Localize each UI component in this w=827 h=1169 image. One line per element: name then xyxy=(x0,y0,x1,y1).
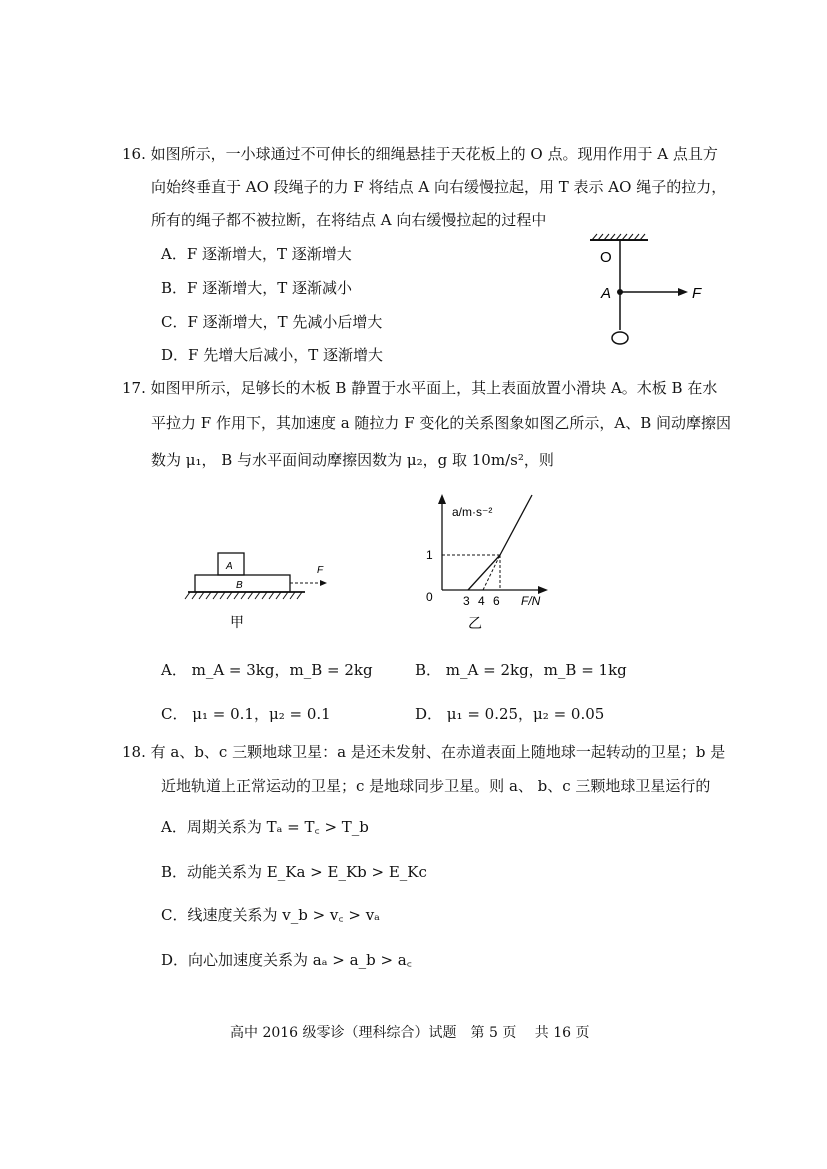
q16-option-b: B．F 逐渐增大，T 逐渐减小 xyxy=(161,279,352,297)
q17-option-d: D． μ₁ = 0.25，μ₂ = 0.05 xyxy=(415,705,605,723)
label-f: F xyxy=(692,285,702,302)
ball xyxy=(612,332,628,344)
q18-option-b: B．动能关系为 E_Ka > E_Kb > E_Kc xyxy=(161,863,427,881)
dashed-segment xyxy=(483,555,500,590)
q17-option-c: C． μ₁ = 0.1，μ₂ = 0.1 xyxy=(161,705,331,723)
yi-xlabel: F/N xyxy=(521,594,541,608)
q17-line-2: 平拉力 F 作用下，其加速度 a 随拉力 F 变化的关系图象如图乙所示，A、B 间动摩擦因 xyxy=(151,414,731,432)
yi-caption: 乙 xyxy=(468,615,482,631)
q18-option-a: A．周期关系为 Tₐ = T꜀ > T_b xyxy=(161,818,369,836)
q16-line-2: 向始终垂直于 AO 段绳子的力 F 将结点 A 向右缓慢拉起，用 T 表示 AO 绳子的拉力， xyxy=(151,178,727,196)
q17-line-3: 数为 μ₁， B 与水平面间动摩擦因数为 μ₂，g 取 10m/s²，则 xyxy=(151,451,554,469)
graph-segment-1 xyxy=(468,555,500,590)
q18-option-d: D．向心加速度关系为 aₐ > a_b > a꜀ xyxy=(161,951,412,969)
graph-segment-2 xyxy=(500,495,532,555)
q18-line-2: 近地轨道上正常运动的卫星；c 是地球同步卫星。则 a、 b、c 三颗地球卫星运行的 xyxy=(161,777,711,795)
jia-caption: 甲 xyxy=(230,614,244,630)
q16-option-c: C．F 逐渐增大，T 先减小后增大 xyxy=(161,313,383,331)
q16-option-a: A．F 逐渐增大，T 逐渐增大 xyxy=(161,245,352,263)
yi-ylabel: a/m·s⁻² xyxy=(452,505,493,519)
jia-label-a: A xyxy=(226,561,233,572)
q16-line-3: 所有的绳子都不被拉断，在将结点 A 向右缓慢拉起的过程中 xyxy=(151,211,547,229)
label-a: A xyxy=(601,285,612,302)
yi-origin: 0 xyxy=(426,590,433,604)
yi-ytick-1: 1 xyxy=(426,548,433,562)
pull-arrowhead xyxy=(320,580,327,586)
jia-label-f: F xyxy=(317,565,324,576)
force-arrowhead xyxy=(678,288,688,296)
q18-option-c: C．线速度关系为 v_b > v꜀ > vₐ xyxy=(161,906,380,924)
page-footer: 高中 2016 级零诊（理科综合）试题 第 5 页 共 16 页 xyxy=(230,1025,590,1041)
x-axis-arrow xyxy=(538,586,548,594)
q16-line-1: 16. 如图所示，一小球通过不可伸长的细绳悬挂于天花板上的 O 点。现用作用于 A 点且方 xyxy=(122,145,718,163)
yi-xtick-6: 6 xyxy=(493,594,500,608)
q17-option-a: A． m_A = 3kg，m_B = 2kg xyxy=(161,661,373,679)
q17-line-1: 17. 如图甲所示，足够长的木板 B 静置于水平面上，其上表面放置小滑块 A。木板 B 在水 xyxy=(122,379,718,397)
yi-xtick-4: 4 xyxy=(478,594,485,608)
q16-pendulum-figure xyxy=(580,228,720,356)
q17-option-b: B． m_A = 2kg，m_B = 1kg xyxy=(415,661,627,679)
q17-figure-yi-graph xyxy=(420,490,560,635)
q18-line-1: 18. 有 a、b、c 三颗地球卫星：a 是还未发射、在赤道表面上随地球一起转动的卫星；b 是 xyxy=(122,743,726,761)
ground-hatch xyxy=(185,592,302,599)
yi-xtick-3: 3 xyxy=(463,594,470,608)
y-axis-arrow xyxy=(438,494,446,504)
q17-figure-jia xyxy=(180,545,330,635)
label-o: O xyxy=(600,249,612,266)
q16-option-d: D．F 先增大后减小，T 逐渐增大 xyxy=(161,346,383,364)
jia-label-b: B xyxy=(236,580,243,591)
